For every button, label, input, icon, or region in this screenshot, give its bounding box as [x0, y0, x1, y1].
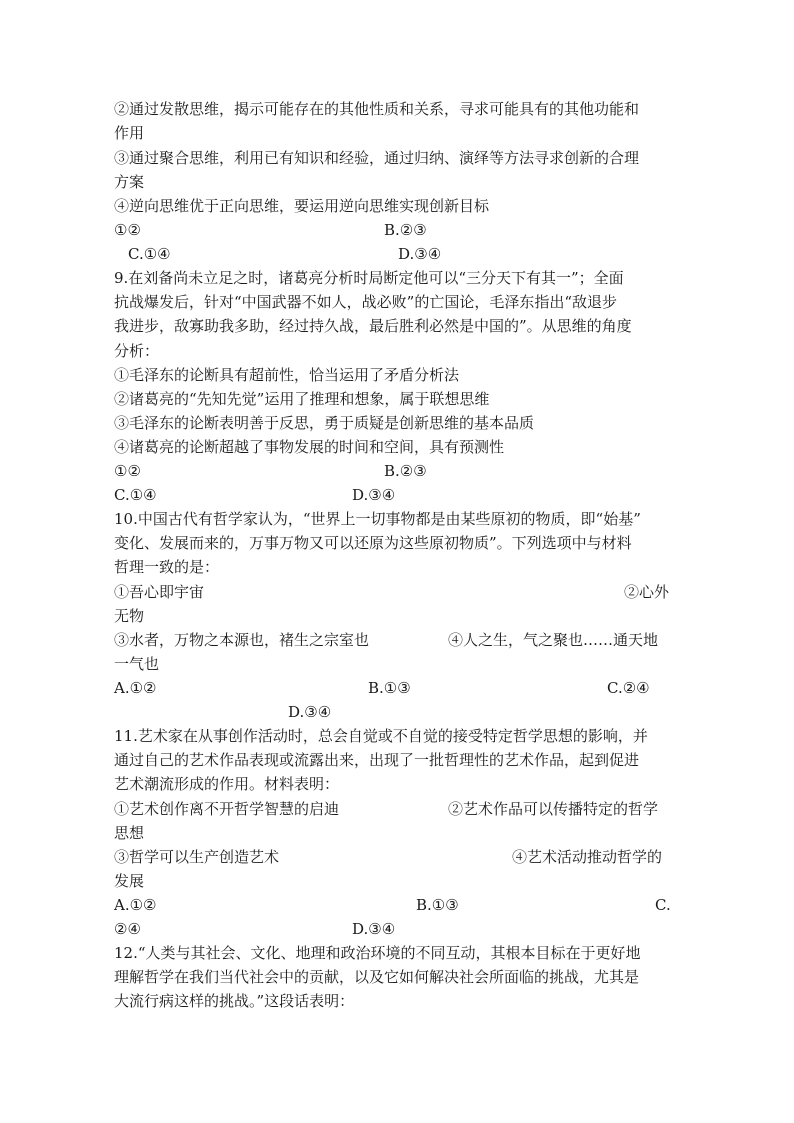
q9-answer-c: C.①④ — [114, 486, 157, 504]
q9-option-2: ②诸葛亮的“先知先觉”运用了推理和想象，属于联想思维 — [114, 390, 490, 408]
q9-stem-line-1: 9.在刘备尚未立足之时，诸葛亮分析时局断定他可以“三分天下有其一”；全面 — [114, 269, 624, 287]
q10-option-3: ③水者，万物之本源也，褚生之宗室也 — [114, 631, 370, 649]
q9-stem-line-4: 分析： — [114, 342, 160, 360]
q8-option-3-line-2: 方案 — [114, 173, 145, 191]
q9-stem-line-2: 抗战爆发后，针对“中国武器不如人，战必败”的亡国论，毛泽东指出“敌退步 — [114, 293, 618, 311]
q10-stem-line-3: 哲理一致的是： — [114, 558, 220, 576]
q10-stem-line-2: 变化、发展而来的，万事万物又可以还原为这些原初物质”。下列选项中与材料 — [114, 534, 632, 552]
q9-option-3: ③毛泽东的论断表明善于反思，勇于质疑是创新思维的基本品质 — [114, 414, 535, 432]
q10-option-1: ①吾心即宇宙 — [114, 583, 205, 601]
q11-option-2-part-1: ②艺术作品可以传播特定的哲学 — [448, 800, 659, 818]
q10-stem-line-1: 10.中国古代有哲学家认为，“世界上一切事物都是由某些原初的物质，即“始基” — [114, 510, 641, 528]
q10-option-4-part-2: 一气也 — [114, 655, 160, 673]
q8-answer-d: D.③④ — [398, 245, 442, 263]
q8-option-2-line-1: ②通过发散思维，揭示可能存在的其他性质和关系，寻求可能具有的其他功能和 — [114, 100, 640, 118]
q11-answer-d: D.③④ — [352, 920, 396, 938]
q8-option-3-line-1: ③通过聚合思维，利用已有知识和经验，通过归纳、演绎等方法寻求创新的合理 — [114, 149, 640, 167]
q9-option-4: ④诸葛亮的论断超越了事物发展的时间和空间，具有预测性 — [114, 438, 505, 456]
q11-stem-line-3: 艺术潮流形成的作用。材料表明： — [114, 775, 340, 793]
q11-option-4-part-2: 发展 — [114, 872, 145, 890]
q9-answer-b: B.②③ — [384, 462, 427, 480]
q10-option-2-part-2: 无物 — [114, 607, 145, 625]
q9-answer-a: ①② — [114, 462, 141, 480]
q10-option-4-part-1: ④人之生，气之聚也……通天地 — [448, 631, 659, 649]
q9-option-1: ①毛泽东的论断具有超前性，恰当运用了矛盾分析法 — [114, 366, 460, 384]
q8-option-2-line-2: 作用 — [114, 124, 145, 142]
q8-answer-b: B.②③ — [384, 221, 427, 239]
q10-answer-d: D.③④ — [288, 703, 332, 721]
q10-answer-b: B.①③ — [368, 679, 411, 697]
q10-option-2-part-1: ②心外 — [624, 583, 670, 601]
q11-option-3: ③哲学可以生产创造艺术 — [114, 848, 280, 866]
q8-answer-a: ①② — [114, 221, 141, 239]
q12-stem-line-2: 理解哲学在我们当代社会中的贡献，以及它如何解决社会所面临的挑战，尤其是 — [114, 968, 640, 986]
q9-stem-line-3: 我进步，敌寡助我多助，经过持久战，最后胜利必然是中国的”。从思维的角度 — [114, 317, 632, 335]
q11-option-4-part-1: ④艺术活动推动哲学的 — [512, 848, 663, 866]
q10-answer-c: C.②④ — [607, 679, 650, 697]
q8-option-4: ④逆向思维优于正向思维，要运用逆向思维实现创新目标 — [114, 197, 490, 215]
q8-answer-c: C.①④ — [128, 245, 171, 263]
q11-option-2-part-2: 思想 — [114, 824, 145, 842]
q12-stem-line-1: 12.“人类与其社会、文化、地理和政治环境的不同互动，其根本目标在于更好地 — [114, 944, 641, 962]
q9-answer-d: D.③④ — [352, 486, 396, 504]
q10-answer-a: A.①② — [114, 679, 157, 697]
q11-option-1: ①艺术创作离不开哲学智慧的启迪 — [114, 800, 340, 818]
q11-stem-line-2: 通过自己的艺术作品表现或流露出来，出现了一批哲理性的艺术作品，起到促进 — [114, 751, 640, 769]
q11-answer-b: B.①③ — [416, 896, 459, 914]
q12-stem-line-3: 大流行病这样的挑战。”这段话表明： — [114, 992, 355, 1010]
q11-answer-c-part-1: C. — [655, 896, 671, 914]
q11-answer-a: A.①② — [114, 896, 157, 914]
q11-answer-c-part-2: ②④ — [114, 920, 141, 938]
q11-stem-line-1: 11.艺术家在从事创作活动时，总会自觉或不自觉的接受特定哲学思想的影响，并 — [114, 727, 648, 745]
